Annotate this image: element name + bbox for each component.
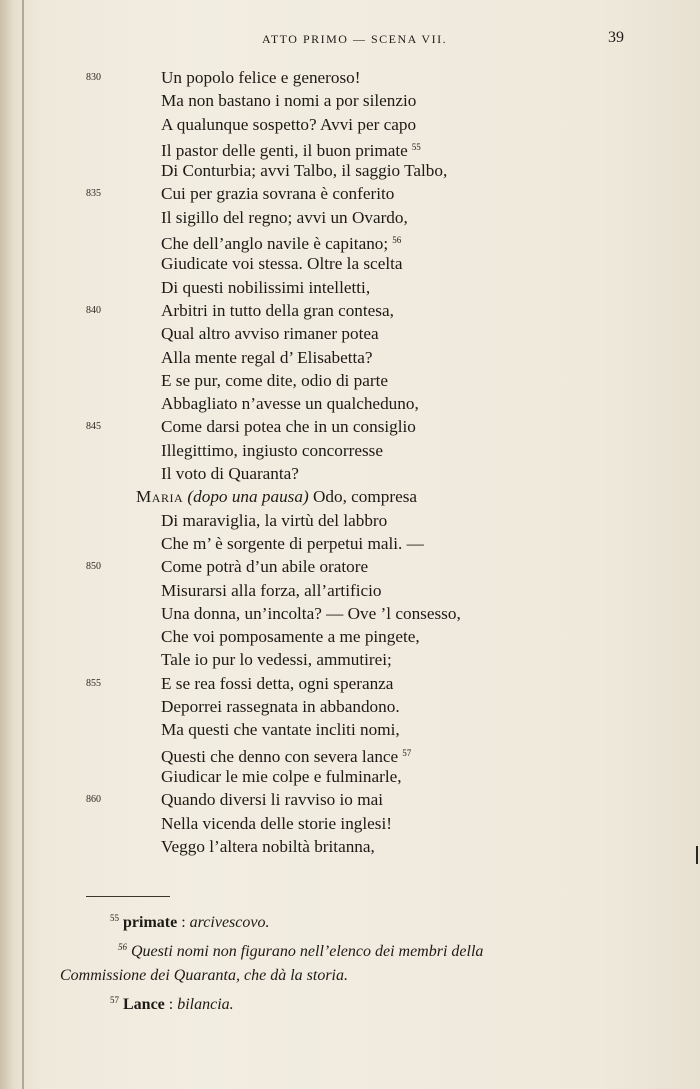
- verse-text-body: Questi che denno con severa lance: [161, 746, 399, 766]
- footnote-rule: [86, 896, 170, 897]
- verse-line: [0, 625, 700, 648]
- verse-line: [0, 66, 700, 89]
- verse-text-body: E se pur, come dite, odio di parte: [161, 370, 388, 390]
- verse-text: [161, 555, 368, 578]
- verse-text-body: Il sigillo del regno; avvi un Ovardo,: [161, 207, 408, 227]
- verse-line: [0, 346, 700, 369]
- speaker-name: Maria: [136, 487, 184, 507]
- verse-text: [161, 159, 447, 182]
- verse-text-body: Che m’ è sorgente di perpetui mali. —: [161, 533, 424, 553]
- line-number: 830: [86, 72, 101, 83]
- footnote-56-continued: [56, 964, 656, 988]
- verse-line: [0, 742, 700, 765]
- verse-text: [161, 299, 394, 322]
- verse-text: [161, 812, 392, 835]
- verse-text-body: Il voto di Quaranta?: [161, 464, 299, 484]
- verse-text-body: Arbitri in tutto della gran contesa,: [161, 300, 394, 320]
- verse-line: [0, 252, 700, 275]
- footnote-57: $^{57}$ Lance : bilancia.: [110, 995, 234, 1013]
- verse-text-body: Misurarsi alla forza, all’artificio: [161, 580, 382, 600]
- verse-text-body: Alla mente regal d’ Elisabetta?: [161, 347, 373, 367]
- verse-line: [0, 229, 700, 252]
- verse-text-body: Veggo l’altera nobiltà britanna,: [161, 836, 375, 856]
- line-number: 860: [86, 794, 101, 806]
- verse-text: [161, 718, 400, 741]
- verse-text-body: Cui per grazia sovrana è conferito: [161, 184, 395, 204]
- verse-text-body: Di maraviglia, la virtù del labbro: [161, 510, 388, 530]
- verse-text: [161, 788, 383, 811]
- footnote-reference: 57: [402, 747, 412, 758]
- footnote-reference: 56: [392, 235, 402, 246]
- speech-line: [0, 485, 700, 508]
- page-header: [0, 29, 700, 52]
- verse-text-body: Tale io pur lo vedessi, ammutirei;: [161, 650, 392, 670]
- verse-text-body: Nella vicenda delle storie inglesi!: [161, 813, 392, 833]
- footnotes: [56, 906, 656, 1017]
- verse-line: [0, 369, 700, 392]
- verse-text: [161, 369, 388, 392]
- verse-text: [161, 66, 361, 89]
- verse-text: [161, 346, 373, 369]
- verse-text: [161, 532, 424, 555]
- verse-text-body: Che dell’anglo navile è capitano;: [161, 234, 389, 254]
- verse-text-body: Il pastor delle genti, il buon primate: [161, 140, 408, 160]
- verse-line: [0, 113, 700, 136]
- footnote-55: $^{55}$ primate : arcivescovo.: [110, 913, 270, 931]
- footnote-term: Lance: [123, 996, 165, 1013]
- footnote-mark: 56: [118, 942, 127, 952]
- verse-text: [161, 765, 402, 788]
- verse-line: [0, 322, 700, 345]
- verse-line: [0, 89, 700, 112]
- verse-text: [161, 182, 394, 205]
- speech-opening: Odo, compresa: [312, 487, 418, 507]
- verse-text-body: Che voi pomposamente a me pingete,: [161, 627, 420, 647]
- verse-text: [161, 439, 383, 462]
- stage-direction: (dopo una pausa): [187, 487, 309, 507]
- footnote-mark: 57: [110, 995, 119, 1005]
- verse-line: [0, 509, 700, 532]
- verse-line: [0, 462, 700, 485]
- verse-line: [0, 182, 700, 205]
- line-number: 835: [86, 188, 101, 200]
- footnote-mark: 55: [110, 913, 119, 923]
- verse-text-body: Un popolo felice e generoso!: [161, 68, 361, 87]
- verse-line: [0, 765, 700, 788]
- verse-text-body: Quando diversi li ravviso io mai: [161, 790, 383, 810]
- verse-line: [0, 532, 700, 555]
- verse-line: [0, 718, 700, 741]
- verse-text-body: Illegittimo, ingiusto concorresse: [161, 440, 383, 460]
- footnote-56: [56, 935, 656, 964]
- verse-text: [161, 322, 379, 345]
- line-number: 840: [86, 304, 101, 316]
- verse-text-body: Giudicar le mie colpe e fulminarle,: [161, 766, 402, 786]
- verse-line: [0, 299, 700, 322]
- verse-line: [0, 812, 700, 835]
- verse-text: [161, 206, 408, 229]
- verse-text: [161, 648, 392, 671]
- verse-line: [0, 415, 700, 438]
- verse-text-body: A qualunque sospetto? Avvi per capo: [161, 114, 417, 134]
- footnote-gloss: bilancia.: [177, 996, 234, 1013]
- verse-text-body: Ma questi che vantate incliti nomi,: [161, 720, 400, 740]
- speech-text: [136, 485, 417, 508]
- line-number: 850: [86, 561, 101, 573]
- margin-mark: [696, 846, 698, 864]
- verse-text: [161, 579, 381, 602]
- verse-line: [0, 439, 700, 462]
- verse-text-body: Di questi nobilissimi intelletti,: [161, 277, 371, 297]
- footnote-text-line1: Questi nomi non figurano nell’elenco dei membri della: [131, 943, 484, 960]
- verse-text-body: E se rea fossi detta, ogni speranza: [161, 673, 394, 693]
- footnote-reference: 55: [411, 141, 421, 152]
- verse-text: [161, 113, 416, 136]
- verse-line: [0, 695, 700, 718]
- verse-text-body: Ma non bastano i nomi a por silenzio: [161, 91, 417, 111]
- verse-text-body: Abbagliato n’avesse un qualcheduno,: [161, 394, 419, 414]
- verse-text: [161, 672, 393, 695]
- line-number: 855: [86, 677, 101, 689]
- verse-text-body: Di Conturbia; avvi Talbo, il saggio Talbo,: [161, 161, 448, 181]
- verse-text: [161, 89, 416, 112]
- line-number: 845: [86, 421, 101, 433]
- verse-line: [0, 206, 700, 229]
- verse-text: [161, 509, 387, 532]
- page-number: 39: [608, 29, 624, 46]
- verse-text: [161, 625, 420, 648]
- verse-line: [0, 276, 700, 299]
- verse-line: [0, 555, 700, 578]
- verse-text-body: Una donna, un’incolta? — Ove ’l consesso,: [161, 603, 461, 623]
- footnote-term: primate: [123, 914, 178, 931]
- verse-text-body: Qual altro avviso rimaner potea: [161, 324, 379, 344]
- verse-text-body: Deporrei rassegnata in abbandono.: [161, 697, 400, 717]
- verse-block: [0, 66, 700, 858]
- verse-line: [0, 136, 700, 159]
- verse-text-body: Come darsi potea che in un consiglio: [161, 417, 416, 437]
- footnote-gloss: arcivescovo.: [189, 914, 270, 931]
- verse-line: [0, 672, 700, 695]
- verse-text-body: Giudicate voi stessa. Oltre la scelta: [161, 254, 403, 274]
- verse-text: [161, 392, 419, 415]
- footnote-text-line2: Commissione dei Quaranta, che dà la storia.: [60, 967, 348, 984]
- verse-text: [161, 415, 416, 438]
- verse-text: [161, 276, 370, 299]
- verse-text: [161, 252, 403, 275]
- verse-text: [161, 462, 299, 485]
- verse-text: [161, 835, 375, 858]
- running-head: ATTO PRIMO — SCENA VII.: [262, 32, 448, 46]
- verse-line: [0, 835, 700, 858]
- verse-text: [161, 602, 461, 625]
- verse-line: [0, 788, 700, 811]
- verse-text-body: Come potrà d’un abile oratore: [161, 557, 369, 577]
- verse-line: [0, 392, 700, 415]
- verse-line: [0, 159, 700, 182]
- verse-text: [161, 695, 400, 718]
- verse-line: [0, 648, 700, 671]
- verse-line: [0, 579, 700, 602]
- verse-line: [0, 602, 700, 625]
